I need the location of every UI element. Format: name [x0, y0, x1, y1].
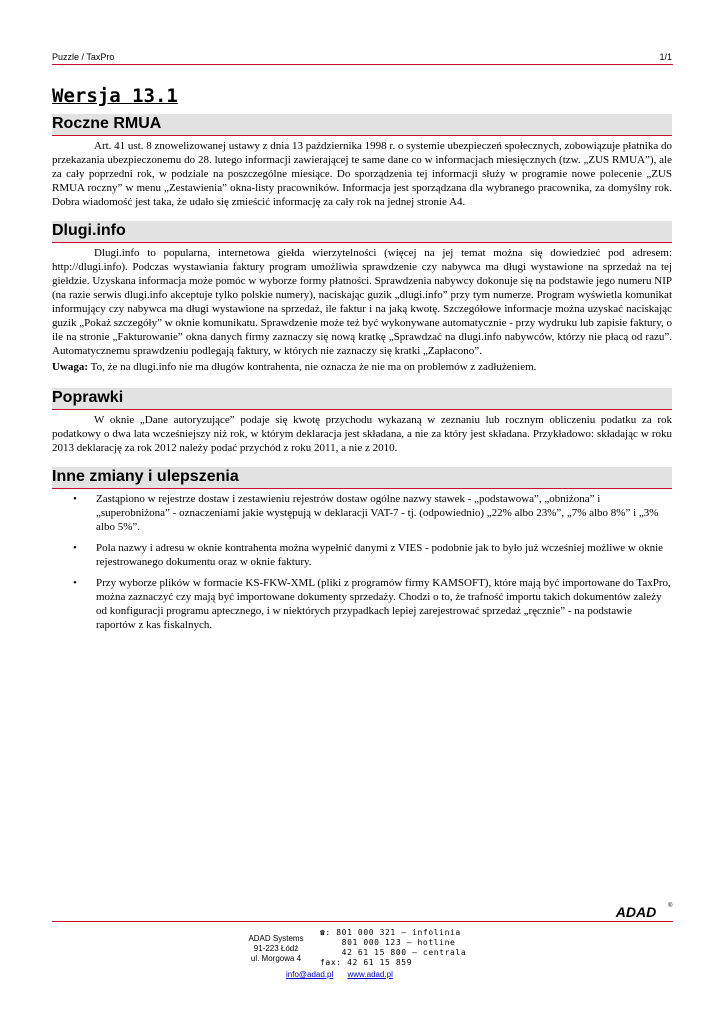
- bullet-icon: •: [73, 577, 77, 589]
- company-address: [236, 934, 316, 964]
- contact-line: [320, 938, 490, 948]
- list-item-text: Przy wyborze plików w formacie KS-FKW-XML (pliki z programów firmy KAMSOFT), które mają być importowane do TaxPro, można zaznaczyć czy mają być importowane dokumenty sprzedaży. Chodzi o to, że trafność importu takich dokumentów zależy od konfiguracji programu aptecznego, i w niektórych przypadkach lepiej zarejestrować sprzedaż „ręcznie” - na podstawie raportów z kas fiskalnych.: [96, 577, 671, 631]
- contact-numbers: [320, 928, 490, 968]
- section-title-rmua: Roczne RMUA: [52, 114, 672, 136]
- fax-number: fax: 42 61 15 859: [320, 958, 413, 967]
- company-city: 91-223 Łódź: [253, 944, 299, 953]
- company-street: ul. Morgowa 4: [250, 954, 302, 963]
- header-page-number: 1/1: [659, 52, 672, 62]
- bullet-icon: •: [73, 493, 77, 505]
- section-title-dlugi: Dlugi.info: [52, 221, 672, 243]
- list-item-text: Zastąpiono w rejestrze dostaw i zestawieniu rejestrów dostaw ogólne nazwy stawek - „podstawowa”, „obniżona” i „superobniżona” - oznaczeniami jakie występują w deklaracji VAT-7 - tj. (odpowiednio) „22% albo 23%”, „7% albo 8%” i „3% albo 5%”.: [96, 493, 659, 533]
- list-item-text: Pola nazwy i adresu w oknie kontrahenta można wypełnić danymi z VIES - podobnie jak to było już wcześniej możliwe w oknie rejestrowanego dokumentu oraz w oknie faktury.: [96, 542, 664, 568]
- contact-line: [320, 948, 490, 958]
- phone-infolinia: 801 000 321 – infolinia: [336, 928, 461, 937]
- note-label: Uwaga:: [52, 361, 89, 373]
- list-item: [52, 541, 672, 569]
- note-text: To, że na dlugi.info nie ma długów kontrahenta, nie oznacza że nie ma on problemów z zadłużeniem.: [88, 361, 537, 373]
- header-divider: [52, 64, 673, 65]
- section-rmua-paragraph: Art. 41 ust. 8 znowelizowanej ustawy z dnia 13 października 1998 r. o systemie ubezpieczeń społecznych, zobowiązuje płatnika do przekazania ubezpieczonemu do 28. lutego informacji zawierającej te same dane co w informacjach miesięcznych (tzw. „ZUS RMUA”), ale za cały poprzedni rok, w podziale na poszczególne miesiące. Do sporządzenia tej informacji służy w programie nowe polecenie „ZUS RMUA roczny” w menu „Zestawienia” okna-listy pracowników. Informacja jest sporządzana dla wybranego pracownika, za domyślny rok. Dobra wiadomość jest taka, że udało się zmieścić informację za cały rok na jednej stronie A4.: [52, 140, 672, 208]
- contact-line: [320, 958, 490, 968]
- section-dlugi-paragraph: Dlugi.info to popularna, internetowa giełda wierzytelności (więcej na jej temat można się dowiedzieć pod adresem: http://dlugi.info). Podczas wystawiania faktury program umożliwia sprawdzenie czy nabywca ma długi wystawione na sprzedaż na tej giełdzie. Uzyskana informacja może pomóc w wyborze formy płatności. Sprawdzenia nabywcy dokonuje się na podstawie jego numeru NIP (na razie serwis dlugi.info akceptuje tylko polskie numery), naciskając guzik „dlugi.info” przy tym numerze. Program wyświetla komunikat informujący czy nabywca ma długi wystawione na sprzedaż, ile faktur i na jaką kwotę. Szczegółowe informacje można uzyskać naciskając guzik „Pokaż szczegóły” w oknie komunikatu. Sprawdzenie może też być wykonywane automatycznie - przy wydruku lub zapisie faktury, o ile na stronie „Fakturowanie” okna danych firmy zaznaczy się nową kratkę „Sprawdzać na dlugi.info nabywców, którzy nie płacą od razu”. Automatycznemu sprawdzeniu podlegają faktury, w których nie zaznaczy się kratki „Zapłacono”.: [52, 247, 672, 357]
- section-title-poprawki: Poprawki: [52, 388, 672, 410]
- phone-icon: ☎:: [320, 928, 331, 937]
- header-doc-title: Puzzle / TaxPro: [52, 52, 115, 62]
- registered-mark: ®: [668, 903, 673, 909]
- page-header: [52, 50, 672, 64]
- section-title-inne: Inne zmiany i ulepszenia: [52, 467, 672, 489]
- website-link[interactable]: www.adad.pl: [347, 970, 393, 979]
- section-dlugi-note: [52, 360, 672, 374]
- footer-links: [286, 970, 446, 979]
- logo-text: ADAD: [615, 905, 657, 919]
- email-link[interactable]: info@adad.pl: [286, 970, 334, 979]
- list-item: [52, 492, 672, 534]
- list-item: [52, 576, 672, 632]
- bullet-icon: •: [73, 542, 77, 554]
- contact-line: [320, 928, 490, 938]
- document-body: [52, 84, 672, 639]
- section-poprawki-paragraph: W oknie „Dane autoryzujące” podaje się kwotę przychodu wykazaną w zeznaniu lub rocznym obliczeniu podatku za rok podatkowy o dwa lata wcześniejszy niż rok, w którym deklaracja jest składana, a nie za który jest składana. Przykładowo: składając w roku 2013 deklarację za rok 2012 należy podać przychód z roku 2011, a nie z 2010.: [52, 414, 672, 454]
- changes-list: [52, 492, 672, 632]
- phone-centrala: 42 61 15 800 – centrala: [341, 948, 467, 957]
- company-name: ADAD Systems: [248, 934, 304, 943]
- adad-logo: [604, 905, 668, 919]
- page-title: Wersja 13.1: [52, 85, 178, 107]
- footer-divider: [52, 921, 673, 922]
- phone-hotline: 801 000 123 – hotline: [341, 938, 456, 947]
